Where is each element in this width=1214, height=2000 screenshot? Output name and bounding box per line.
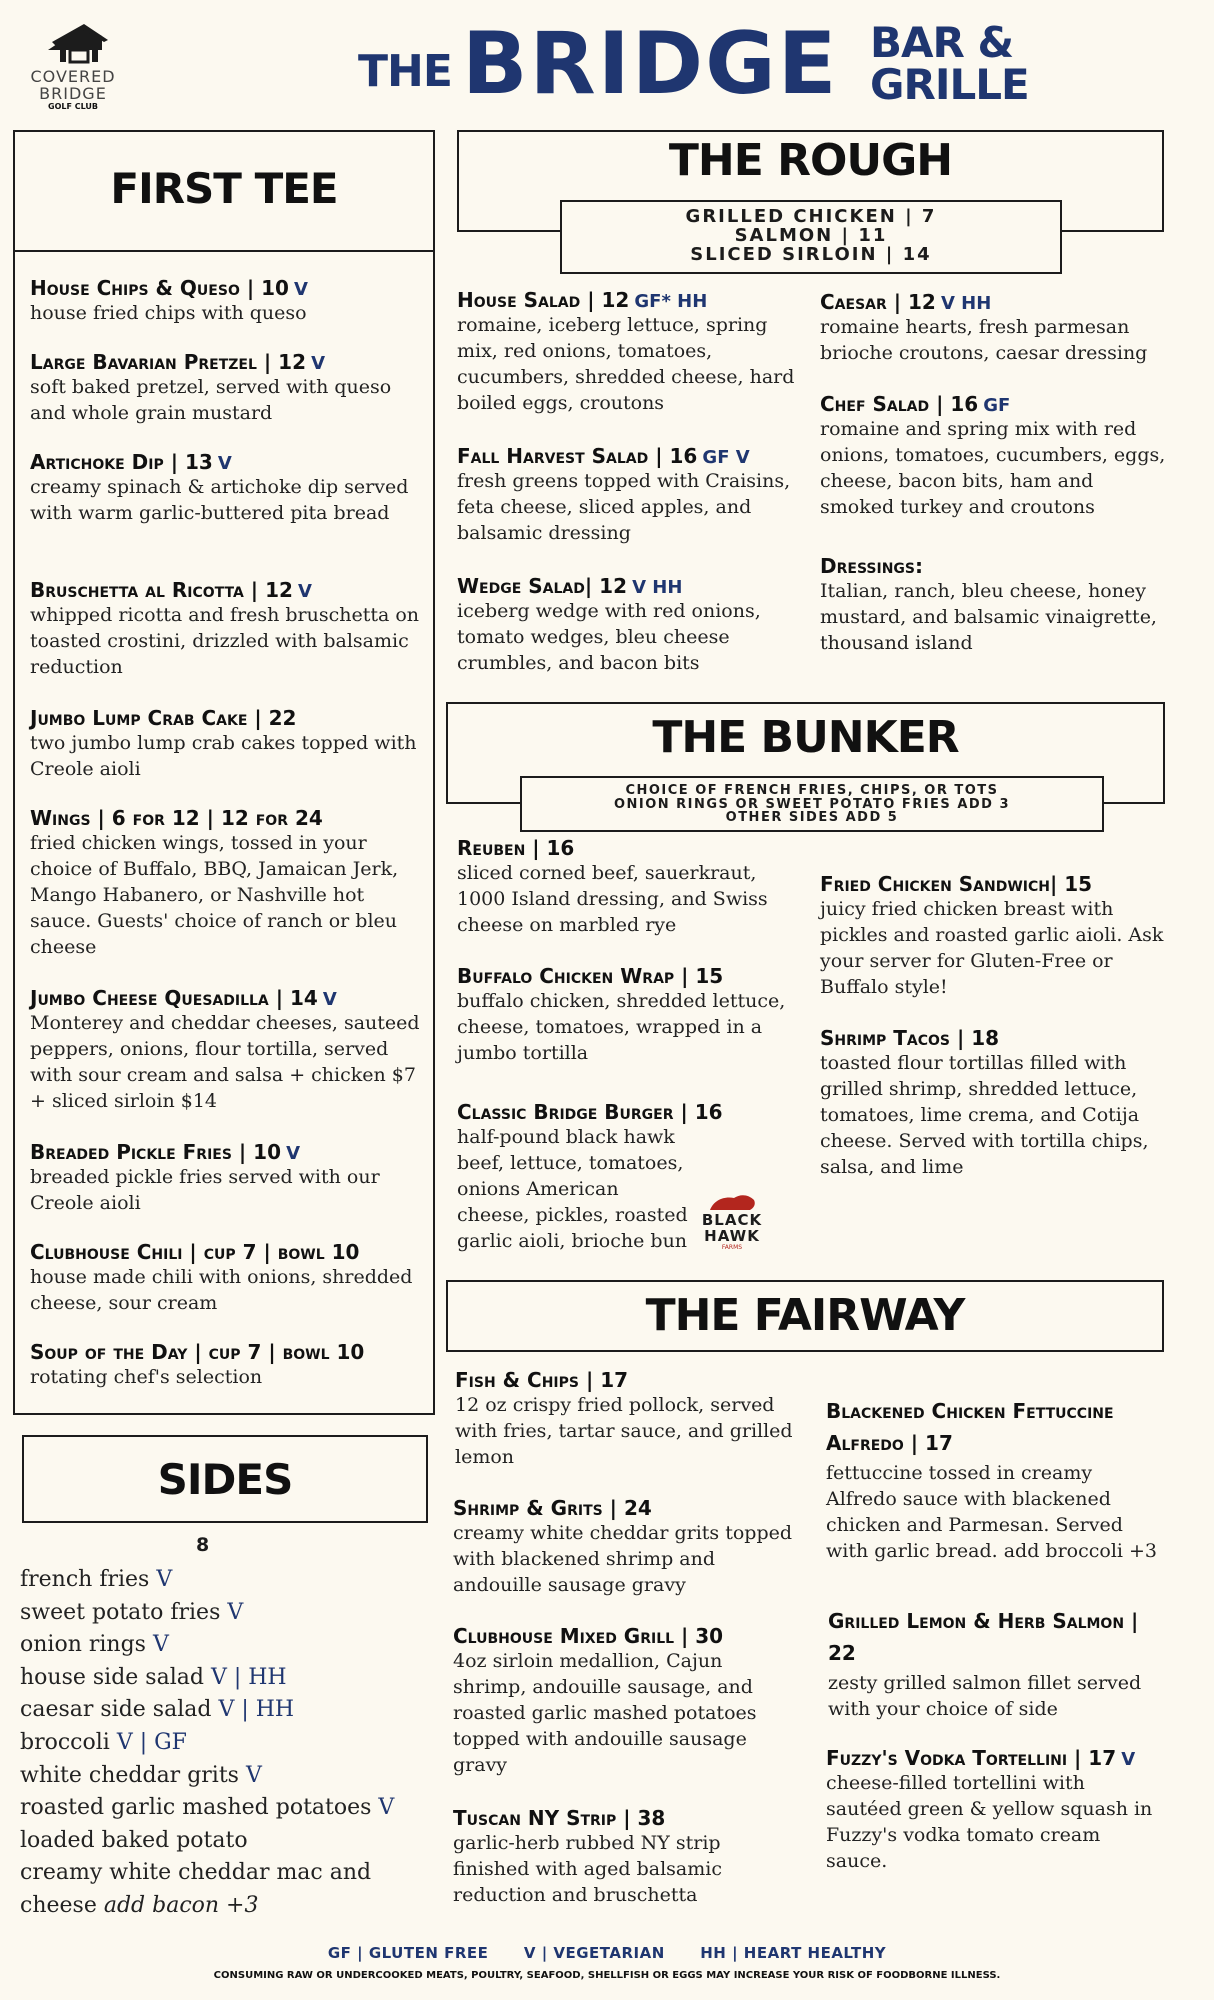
item-name: Shrimp Tacos | 18 (820, 1026, 1000, 1050)
menu-item (30, 1340, 364, 1390)
item-name: Reuben | 16 (457, 836, 575, 860)
badge-line1: BLACK (701, 1211, 763, 1229)
item-desc: breaded pickle fries served with our Creole aioli (30, 1166, 380, 1214)
item-name: Shrimp & Grits | 24 (453, 1496, 652, 1520)
item-desc: iceberg wedge with red onions, tomato wedges, bleu cheese crumbles, and bacon bits (457, 600, 761, 674)
diet-tag: V HH (632, 577, 683, 598)
legend-heart-healthy: HH | HEART HEALTHY (700, 1944, 887, 1962)
sides-list (20, 1564, 430, 1923)
diet-tag: V (294, 279, 308, 300)
badge-line2: HAWK (704, 1227, 760, 1245)
side-item: loaded baked potato (20, 1827, 248, 1853)
first-tee-title: FIRST TEE (110, 164, 338, 213)
menu-item (455, 1368, 800, 1470)
diet-tag: V (227, 1599, 244, 1625)
item-name: Breaded Pickle Fries | 10 (30, 1140, 281, 1164)
item-name: House Salad | 12 (457, 288, 630, 312)
bunker-title: THE BUNKER (652, 712, 959, 763)
note-line: OTHER SIDES ADD 5 (725, 810, 899, 826)
diet-tag: GF (983, 395, 1011, 416)
item-desc: romaine, iceberg lettuce, spring mix, red onions, tomatoes, cucumbers, shredded cheese, hard boiled eggs, croutons (457, 314, 795, 414)
diet-tag: V (245, 1762, 262, 1788)
note-line: CHOICE OF FRENCH FRIES, CHIPS, OR TOTS (625, 783, 999, 798)
item-desc: 12 oz crispy fried pollock, served with fries, tartar sauce, and grilled lemon (455, 1394, 793, 1468)
menu-item (826, 1396, 1166, 1564)
item-name: Wedge Salad| 12 (457, 574, 627, 598)
menu-item (453, 1624, 798, 1778)
black-hawk-badge (690, 1192, 774, 1252)
logo-line2: BRIDGE (39, 84, 107, 103)
note-line: ONION RINGS OR SWEET POTATO FRIES ADD 3 (613, 796, 1011, 812)
item-desc: Italian, ranch, bleu cheese, honey mustard, and balsamic vinaigrette, thousand island (820, 580, 1157, 654)
item-name: Dressings: (820, 554, 923, 578)
item-desc: toasted flour tortillas filled with grilled shrimp, shredded lettuce, tomatoes, lime crema, and Cotija cheese. Served with tortilla chips, salsa, and lime (820, 1052, 1149, 1178)
diet-tag: V (311, 353, 326, 374)
title-grille: GRILLE (870, 60, 1029, 109)
item-name: Fish & Chips | 17 (455, 1368, 629, 1392)
item-desc: whipped ricotta and fresh bruschetta on toasted crostini, drizzled with balsamic reduction (30, 604, 420, 678)
item-desc: cheese-filled tortellini with sautéed green & yellow squash in Fuzzy's vodka tomato cream sauce. (826, 1772, 1153, 1872)
menu-item (453, 1806, 798, 1908)
side-addon: add bacon +3 (103, 1892, 259, 1918)
item-desc: soft baked pretzel, served with queso and whole grain mustard (30, 376, 392, 424)
side-item: house side salad V | HH (20, 1664, 287, 1690)
menu-item (30, 450, 425, 526)
item-name: Clubhouse Chili | cup 7 | bowl 10 (30, 1240, 360, 1264)
diet-tag: V (156, 1567, 173, 1592)
item-name: Fall Harvest Salad | 16 (457, 444, 698, 468)
side-item: white cheddar grits V (20, 1762, 262, 1788)
menu-item (826, 1746, 1166, 1874)
menu-item (30, 1240, 425, 1316)
item-name: Soup of the Day | cup 7 | bowl 10 (30, 1340, 365, 1364)
menu-item (30, 806, 425, 960)
diet-tag: V | HH (218, 1697, 295, 1723)
item-name: Caesar | 12 (820, 290, 936, 314)
menu-item (457, 836, 797, 938)
side-item: french fries V (20, 1567, 173, 1592)
menu-item (820, 392, 1170, 520)
black-hawk-icon (704, 1192, 760, 1212)
item-name: Blackened Chicken Fettuccine Alfredo | 17 (826, 1399, 1114, 1455)
menu-item (30, 706, 425, 782)
logo-line3: GOLF CLUB (48, 102, 98, 111)
side-item: roasted garlic mashed potatoes V (20, 1795, 395, 1821)
diet-tag: V (298, 581, 312, 602)
item-desc: house made chili with onions, shredded cheese, sour cream (30, 1266, 413, 1314)
diet-tag: V | GF (116, 1729, 187, 1755)
diet-tag: V (378, 1795, 395, 1821)
item-desc: Monterey and cheddar cheeses, sauteed peppers, onions, flour tortilla, served with sour cream and salsa + chicken $7 + sliced sirloin $14 (30, 1012, 420, 1112)
item-name: Chef Salad | 16 (820, 392, 979, 416)
menu-item (30, 986, 425, 1114)
legend-vegetarian: V | VEGETARIAN (523, 1944, 665, 1962)
item-name: Tuscan NY Strip | 38 (453, 1806, 666, 1830)
badge-line3: FARMS (721, 1244, 743, 1251)
page-title (358, 10, 1058, 120)
item-name: Bruschetta al Ricotta | 12 (30, 578, 293, 602)
item-desc: romaine and spring mix with red onions, tomatoes, cucumbers, eggs, cheese, bacon bits, ham and smoked turkey and croutons (820, 418, 1166, 518)
item-desc: rotating chef's selection (30, 1366, 263, 1388)
addon-line: SLICED SIRLOIN | 14 (690, 243, 932, 265)
item-name: Grilled Lemon & Herb Salmon | 22 (828, 1609, 1139, 1665)
addon-line: GRILLED CHICKEN | 7 (685, 206, 937, 227)
menu-item (30, 276, 308, 326)
menu-item (30, 578, 425, 680)
menu-item (820, 290, 1170, 366)
item-desc: zesty grilled salmon fillet served with your choice of side (828, 1672, 1142, 1720)
menu-item (820, 554, 1170, 656)
item-name: Wings | 6 for 12 | 12 for 24 (30, 806, 323, 830)
sides-title: SIDES (157, 1455, 293, 1504)
item-desc: fresh greens topped with Craisins, feta cheese, sliced apples, and balsamic dressing (457, 470, 791, 544)
menu-item (820, 1026, 1170, 1180)
menu-item (457, 964, 797, 1066)
legend-gluten-free: GF | GLUTEN FREE (327, 1944, 489, 1962)
item-desc: buffalo chicken, shredded lettuce, cheese, tomatoes, wrapped in a jumbo tortilla (457, 990, 786, 1064)
covered-bridge-icon (18, 22, 128, 68)
diet-legend (0, 1944, 1214, 1962)
diet-tag: V (152, 1632, 169, 1658)
diet-tag: V (322, 989, 337, 1010)
item-name: Clubhouse Mixed Grill | 30 (453, 1624, 724, 1648)
title-bridge: BRIDGE (462, 14, 839, 114)
side-item: broccoli V | GF (20, 1729, 187, 1755)
logo-line1: COVERED (30, 67, 116, 86)
item-name: Fuzzy's Vodka Tortellini | 17 (826, 1746, 1117, 1770)
title-bar: BAR & (870, 18, 1014, 67)
diet-tag: V | HH (210, 1664, 287, 1690)
item-name: Buffalo Chicken Wrap | 15 (457, 964, 724, 988)
menu-item (820, 872, 1170, 1000)
diet-tag: V (1121, 1749, 1136, 1770)
rough-title: THE ROUGH (668, 135, 953, 186)
item-name: Jumbo Cheese Quesadilla | 14 (30, 986, 318, 1010)
sides-price: 8 (196, 1534, 210, 1556)
item-desc: house fried chips with queso (30, 302, 307, 324)
item-desc: juicy fried chicken breast with pickles and roasted garlic aioli. Ask your server for Gluten-Free or Buffalo style! (820, 898, 1164, 998)
item-desc: fettuccine tossed in creamy Alfredo sauce with blackened chicken and Parmesan. Served with garlic bread. add broccoli +3 (826, 1462, 1158, 1562)
item-name: Fried Chicken Sandwich| 15 (820, 872, 1093, 896)
item-desc: fried chicken wings, tossed in your choice of Buffalo, BBQ, Jamaican Jerk, Mango Habanero, or Nashville hot sauce. Guests' choice of ranch or bleu cheese (30, 832, 399, 958)
item-desc: half-pound black hawk beef, lettuce, tomatoes, onions American cheese, pickles, roasted garlic aioli, brioche bun (457, 1126, 688, 1252)
title-the: THE (358, 46, 452, 97)
rough-addons-box (560, 200, 1062, 274)
first-tee-title-divider (13, 250, 435, 252)
menu-item (457, 288, 802, 416)
item-desc: romaine hearts, fresh parmesan brioche croutons, caesar dressing (820, 316, 1148, 364)
item-name: House Chips & Queso | 10 (30, 276, 289, 300)
menu-item (457, 444, 802, 546)
menu-item (30, 350, 425, 426)
item-name: Artichoke Dip | 13 (30, 450, 213, 474)
side-item: caesar side salad V | HH (20, 1697, 295, 1723)
side-item: onion rings V (20, 1632, 169, 1658)
menu-item (30, 1140, 425, 1216)
item-name: Classic Bridge Burger | 16 (457, 1100, 723, 1124)
logo (18, 22, 128, 122)
item-desc: garlic-herb rubbed NY strip finished with aged balsamic reduction and bruschetta (453, 1832, 722, 1906)
side-item: creamy white cheddar mac and (20, 1860, 372, 1886)
side-item: sweet potato fries V (20, 1599, 244, 1625)
diet-tag: V (286, 1143, 301, 1164)
food-safety-disclaimer: CONSUMING RAW OR UNDERCOOKED MEATS, POULTRY, SEAFOOD, SHELLFISH OR EGGS MAY INCREASE YOUR RISK OF FOODBORNE ILLNESS. (213, 1970, 1001, 1981)
diet-tag: GF* HH (634, 291, 708, 312)
diet-tag: V HH (940, 293, 992, 314)
fairway-title: THE FAIRWAY (645, 1290, 965, 1341)
addon-line: SALMON | 11 (734, 224, 888, 246)
item-desc: creamy spinach & artichoke dip served with warm garlic-buttered pita bread (30, 476, 409, 524)
menu-item (453, 1496, 798, 1598)
side-item-continued: cheese add bacon +3 (20, 1892, 259, 1918)
menu-item (457, 574, 802, 676)
item-name: Jumbo Lump Crab Cake | 22 (30, 706, 297, 730)
item-desc: 4oz sirloin medallion, Cajun shrimp, andouille sausage, and roasted garlic mashed potatoes topped with andouille sausage gravy (453, 1650, 757, 1776)
item-desc: two jumbo lump crab cakes topped with Creole aioli (30, 732, 417, 780)
diet-tag: GF V (702, 447, 750, 468)
menu-item (828, 1606, 1168, 1722)
item-name: Large Bavarian Pretzel | 12 (30, 350, 306, 374)
item-desc: sliced corned beef, sauerkraut, 1000 Island dressing, and Swiss cheese on marbled rye (457, 862, 768, 936)
bunker-notes-box (520, 776, 1104, 832)
diet-tag: V (217, 453, 232, 474)
item-desc: creamy white cheddar grits topped with blackened shrimp and andouille sausage gravy (453, 1522, 793, 1596)
